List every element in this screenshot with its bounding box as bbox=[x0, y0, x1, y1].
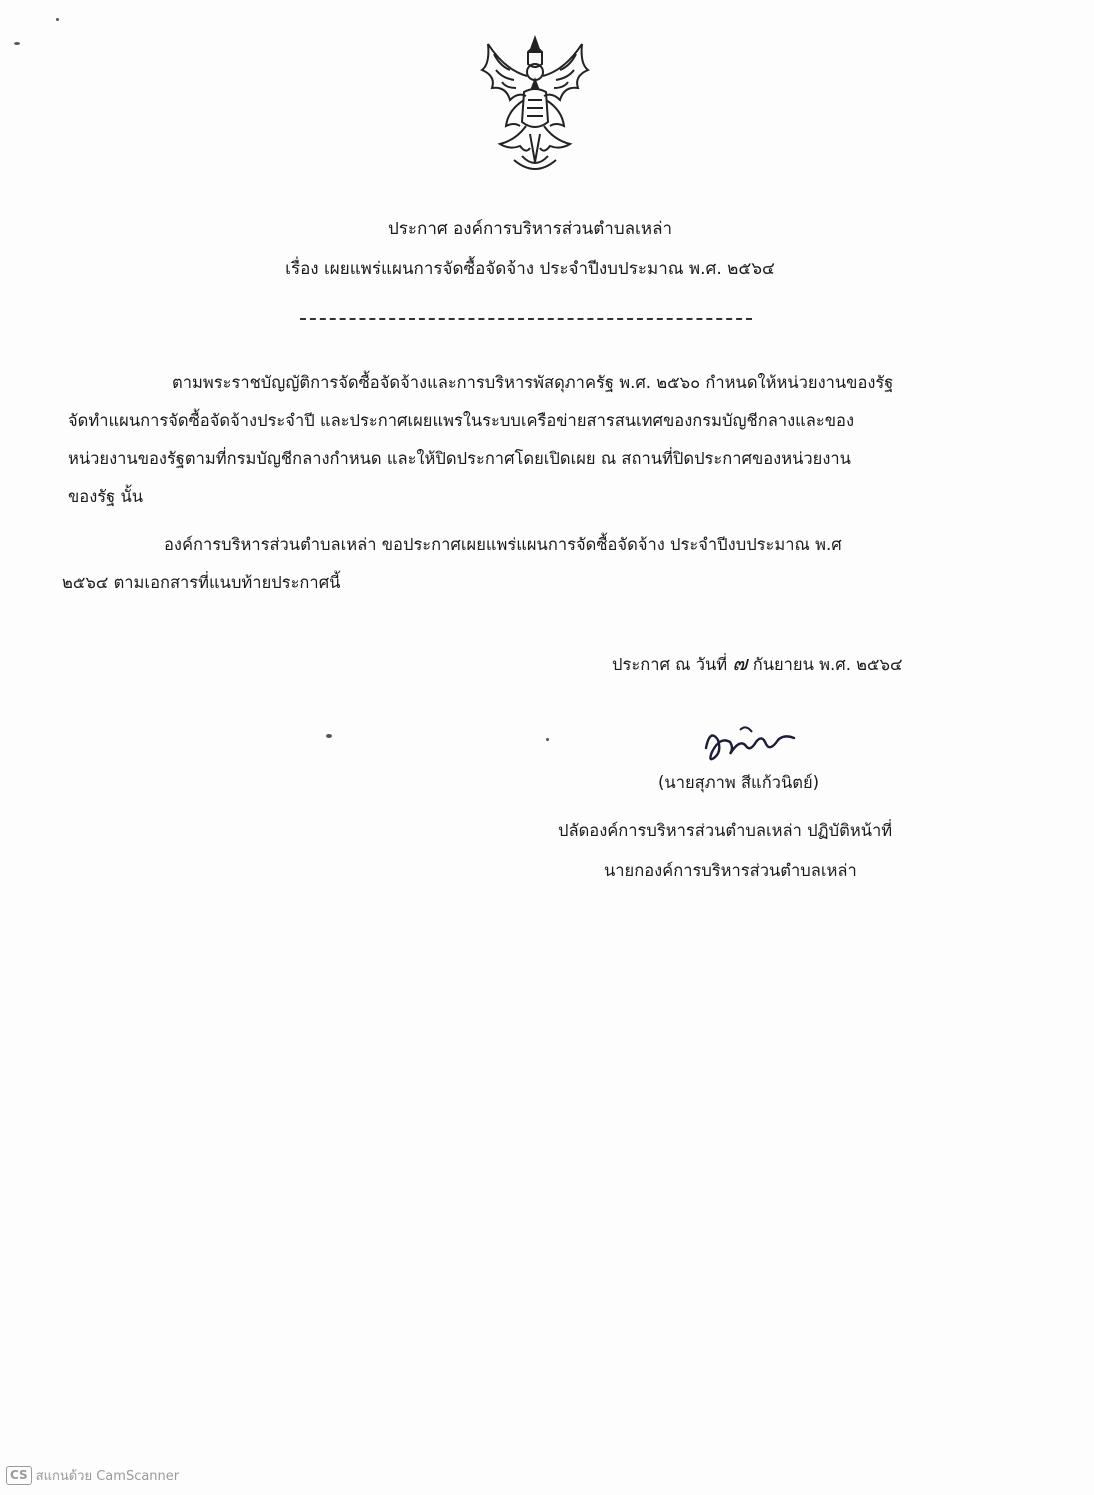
scan-speck bbox=[546, 738, 549, 741]
paragraph1-line1: ตามพระราชบัญญัติการจัดซื้อจัดจ้างและการบริหารพัสดุภาครัฐ พ.ศ. ๒๕๖๐ กำหนดให้หน่วยงานของรัฐ bbox=[172, 373, 894, 392]
paragraph1-line4: ของรัฐ นั้น bbox=[68, 487, 144, 506]
garuda-emblem-icon bbox=[470, 30, 600, 180]
paragraph1-line2: จัดทำแผนการจัดซื้อจัดจ้างประจำปี และประกาศเผยแพรในระบบเครือข่ายสารสนเทศของกรมบัญชีกลางและของ bbox=[68, 411, 855, 430]
announcement-title: ประกาศ องค์การบริหารส่วนตำบลเหล่า bbox=[387, 219, 673, 239]
scan-speck bbox=[14, 42, 20, 45]
signatory-position2: นายกองค์การบริหารส่วนตำบลเหล่า bbox=[604, 861, 857, 880]
camscanner-logo-icon: CS bbox=[6, 1466, 32, 1485]
scanner-watermark bbox=[6, 1465, 179, 1486]
date-day: ๗ bbox=[732, 651, 748, 675]
scan-speck bbox=[326, 734, 332, 738]
signatory-position1: ปลัดองค์การบริหารส่วนตำบลเหล่า ปฏิบัติหน้าที่ bbox=[558, 821, 893, 840]
scanner-watermark-text: สแกนด้วย CamScanner bbox=[35, 1469, 180, 1484]
paragraph2-line2: ๒๕๖๔ ตามเอกสารที่แนบท้ายประกาศนี้ bbox=[62, 573, 341, 592]
signatory-name: (นายสุภาพ สีแก้วนิตย์) bbox=[658, 773, 820, 792]
date-rest: กันยายน พ.ศ. ๒๕๖๔ bbox=[752, 655, 903, 674]
dashed-divider bbox=[300, 318, 752, 320]
announcement-subject: เรื่อง เผยแพร่แผนการจัดซื้อจัดจ้าง ประจำปีงบประมาณ พ.ศ. ๒๕๖๔ bbox=[285, 259, 775, 279]
date-prefix: ประกาศ ณ วันที่ bbox=[612, 655, 728, 674]
paragraph1-line3: หน่วยงานของรัฐตามที่กรมบัญชีกลางกำหนด และให้ปิดประกาศโดยเปิดเผย ณ สถานที่ปิดประกาศของหน่วยงาน bbox=[68, 449, 851, 468]
scan-speck bbox=[56, 18, 59, 21]
handwritten-signature-icon bbox=[700, 718, 800, 768]
announcement-date bbox=[612, 652, 903, 676]
paragraph2-line1: องค์การบริหารส่วนตำบลเหล่า ขอประกาศเผยแพร่แผนการจัดซื้อจัดจ้าง ประจำปีงบประมาณ พ.ศ bbox=[164, 535, 842, 554]
